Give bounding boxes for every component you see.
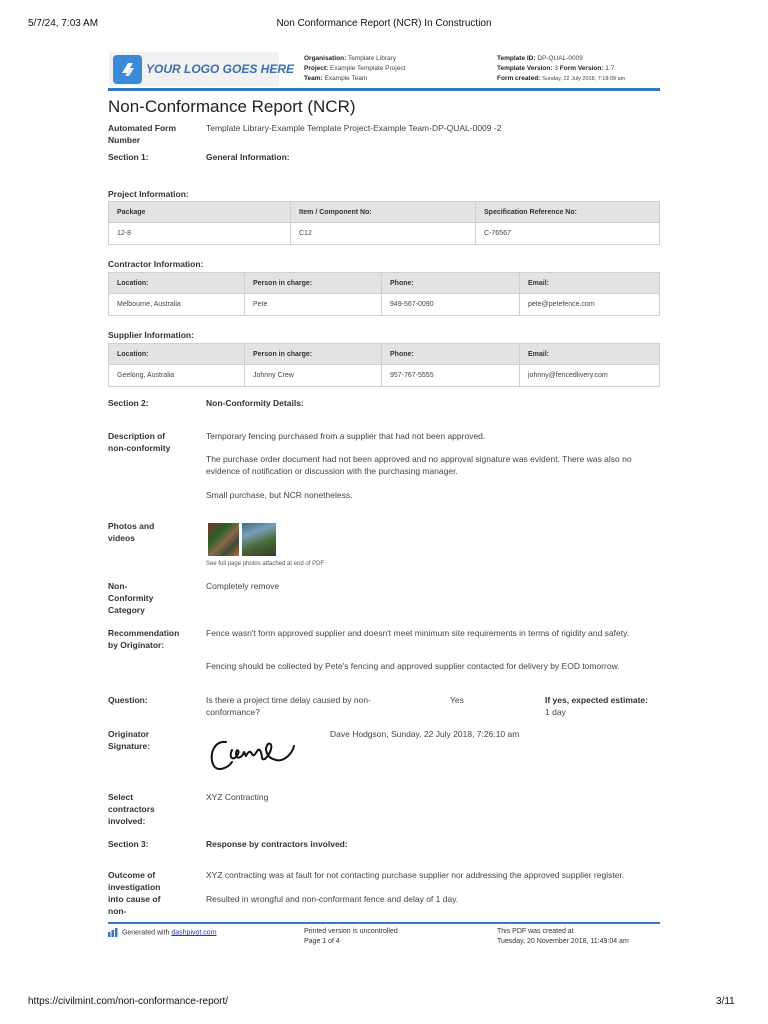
- recommendation-label: Recommendation by Originator:: [108, 628, 180, 650]
- template-id-label: Template ID:: [497, 55, 536, 62]
- section2-title: Non-Conformity Details:: [206, 398, 304, 408]
- generated-with: [108, 928, 217, 937]
- contractor-cell-person: Pete: [245, 294, 382, 316]
- photo-thumbnail[interactable]: [242, 523, 276, 556]
- section1-title: General Information:: [206, 152, 290, 162]
- printed-note: Printed version is uncontrolled: [304, 928, 398, 935]
- form-created-label: Form created:: [497, 75, 541, 82]
- description-p2: The purchase order document had not been approved and no approval signature was evident. There was also no evidence of notification or discussion with the purchasing manager.: [206, 454, 632, 476]
- description-p3: Small purchase, but NCR nonetheless.: [206, 490, 353, 500]
- photos-caption: See full page photos attached at end of PDF: [206, 561, 325, 567]
- logo-text: YOUR LOGO GOES HERE: [146, 62, 295, 76]
- project-value: Example Template Project: [330, 65, 406, 72]
- photos-label: Photos and videos: [108, 521, 155, 543]
- section3-label: Section 3:: [108, 839, 149, 849]
- template-version-value: 3: [554, 65, 558, 72]
- contractor-cell-location: Melbourne, Australia: [109, 294, 245, 316]
- project-header-spec: Specification Reference No:: [476, 202, 660, 223]
- print-page: 3/11: [716, 996, 735, 1007]
- signature-label: Originator Signature:: [108, 729, 151, 751]
- project-header-package: Package: [109, 202, 291, 223]
- signed-by: Dave Hodgson, Sunday, 22 July 2018, 7:26:10 am: [330, 729, 520, 739]
- description-p1: Temporary fencing purchased from a supplier that had not been approved.: [206, 431, 486, 441]
- project-info-table: [108, 201, 660, 245]
- print-url: https://civilmint.com/non-conformance-report/: [28, 996, 229, 1007]
- table-row: [109, 365, 660, 387]
- supplier-info-table: [108, 343, 660, 387]
- logo: [109, 52, 295, 86]
- form-version-label: Form Version:: [559, 65, 604, 72]
- print-title: Non Conformance Report (NCR) In Construction: [276, 18, 492, 29]
- supplier-header-email: Email:: [520, 344, 660, 365]
- recommendation-p2: Fencing should be collected by Pete's fencing and approved supplier contacted for delivery by EOD tomorrow.: [206, 661, 620, 671]
- outcome-p1: XYZ contracting was at fault for not contacting purchase supplier nor addressing the approved supplier register.: [206, 870, 625, 880]
- supplier-cell-person: Johnny Crew: [245, 365, 382, 387]
- photo-thumbnails: [208, 523, 288, 557]
- generated-prefix: Generated with: [121, 929, 170, 937]
- dashpivot-link[interactable]: dashpivot.com: [171, 929, 217, 937]
- table-row: [109, 223, 660, 245]
- created-at: Tuesday, 20 November 2018, 11:49:04 am: [497, 938, 629, 945]
- project-label: Project:: [304, 65, 329, 72]
- supplier-header-phone: Phone:: [382, 344, 520, 365]
- estimate-value: 1 day: [545, 707, 566, 717]
- category-label: Non-Conformity Category: [108, 581, 154, 615]
- contractor-header-person: Person in charge:: [245, 273, 382, 294]
- project-header-item: Item / Component No:: [291, 202, 476, 223]
- photo-thumbnail[interactable]: [208, 523, 239, 556]
- question-text: Is there a project time delay caused by non-conformance?: [206, 695, 371, 717]
- estimate-label: If yes, expected estimate:: [545, 695, 648, 705]
- table-row: [109, 294, 660, 316]
- print-datetime: 5/7/24, 7:03 AM: [28, 18, 99, 29]
- form-number-value: Template Library-Example Template Project-Example Team-DP-QUAL-0009 -2: [206, 123, 502, 133]
- footer-page: Page 1 of 4: [304, 938, 340, 945]
- question-answer: Yes: [450, 695, 464, 705]
- section1-label: Section 1:: [108, 152, 149, 162]
- team-value: Example Team: [324, 75, 368, 82]
- meta-organisation-block: [304, 54, 405, 84]
- contractor-info-heading: Contractor Information:: [108, 259, 204, 269]
- project-cell-item: C12: [291, 223, 476, 245]
- project-info-heading: Project Information:: [108, 189, 189, 199]
- contractor-cell-phone: 949-567-0090: [382, 294, 520, 316]
- form-number-label: Automated Form Number: [108, 123, 176, 145]
- question-label: Question:: [108, 695, 148, 705]
- organisation-value: Template Library: [347, 55, 397, 62]
- footer-rule: [108, 922, 660, 924]
- supplier-info-heading: Supplier Information:: [108, 330, 194, 340]
- outcome-label: Outcome of investigation into cause of non-: [108, 870, 161, 916]
- contractor-info-table: [108, 272, 660, 316]
- organisation-label: Organisation:: [304, 55, 347, 62]
- contractor-header-location: Location:: [109, 273, 245, 294]
- header-rule: [108, 88, 660, 91]
- form-version-value: 1.7: [605, 65, 615, 72]
- team-label: Team:: [304, 75, 323, 82]
- project-cell-package: 12-8: [109, 223, 291, 245]
- contractors-value: XYZ Contracting: [206, 792, 269, 802]
- section3-title: Response by contractors involved:: [206, 839, 348, 849]
- logo-icon: [113, 55, 142, 84]
- contractor-header-email: Email:: [520, 273, 660, 294]
- contractor-cell-email: pete@petefence.com: [520, 294, 660, 316]
- supplier-header-person: Person in charge:: [245, 344, 382, 365]
- section2-label: Section 2:: [108, 398, 149, 408]
- template-version-label: Template Version:: [497, 65, 553, 72]
- category-value: Completely remove: [206, 581, 280, 591]
- form-created-value: Sunday, 22 July 2018, 7:18:09 am: [542, 76, 626, 82]
- dashpivot-icon: [108, 928, 120, 937]
- created-label: This PDF was created at: [497, 928, 574, 935]
- meta-template-block: [497, 54, 625, 84]
- supplier-header-location: Location:: [109, 344, 245, 365]
- project-cell-spec: C-76567: [476, 223, 660, 245]
- signature-image: [206, 728, 302, 774]
- template-id-value: DP-QUAL-0009: [537, 55, 583, 62]
- supplier-cell-location: Geelong, Australia: [109, 365, 245, 387]
- recommendation-p1: Fence wasn't form approved supplier and doesn't meet minimum site requirements in terms of rigidity and safety.: [206, 628, 630, 638]
- outcome-p2: Resulted in wrongful and non-conformant fence and delay of 1 day.: [206, 894, 459, 904]
- description-label: Description of non-conformity: [108, 431, 171, 453]
- supplier-cell-email: johnny@fencedlivery.com: [520, 365, 660, 387]
- supplier-cell-phone: 957-767-5555: [382, 365, 520, 387]
- contractor-header-phone: Phone:: [382, 273, 520, 294]
- page-title: Non-Conformance Report (NCR): [108, 97, 356, 116]
- contractors-label: Select contractors involved:: [108, 792, 155, 826]
